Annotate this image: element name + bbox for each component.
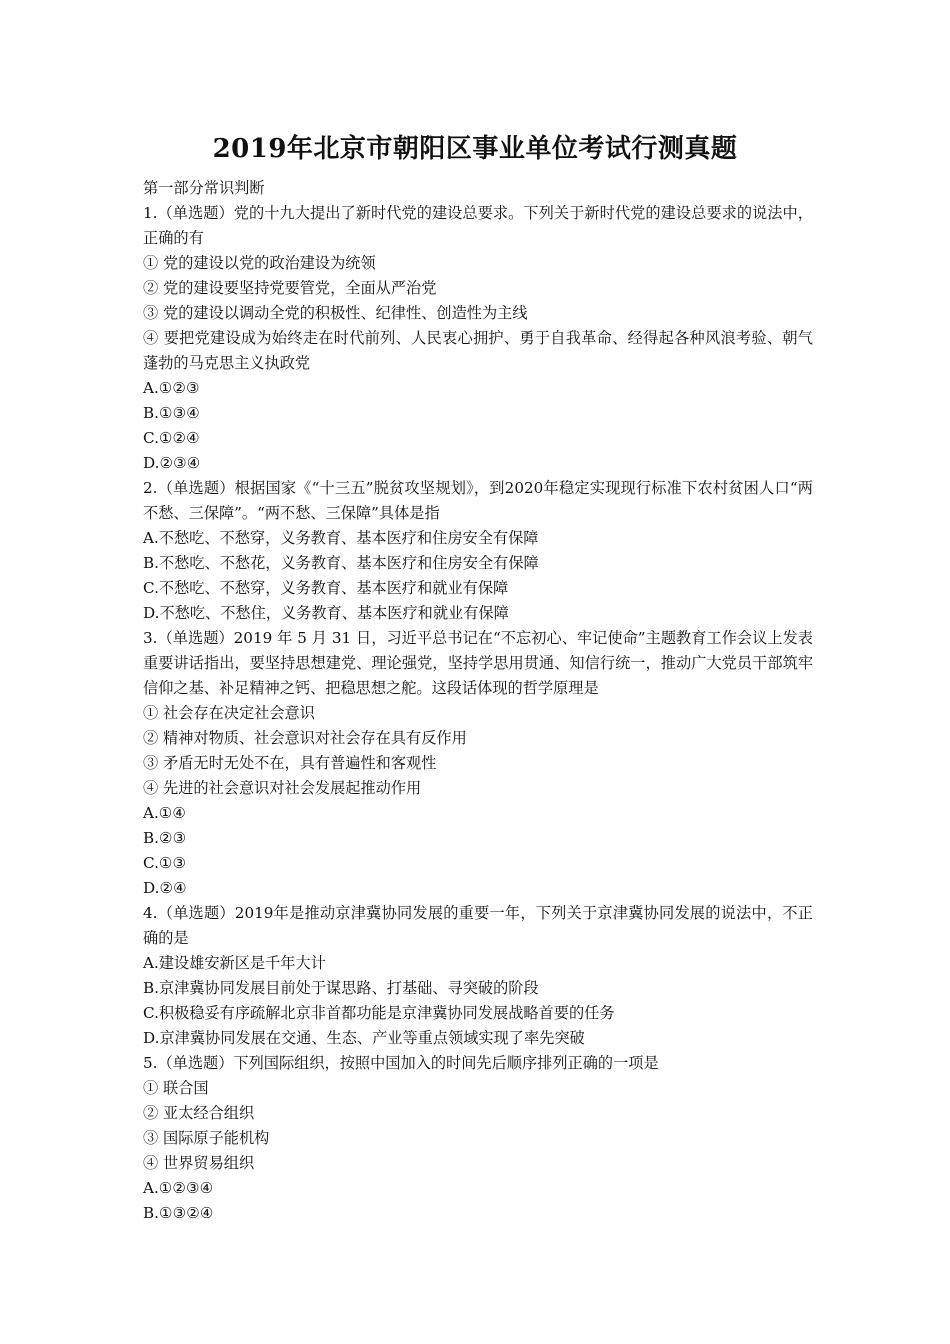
section-heading: 第一部分常识判断 [143, 179, 265, 197]
question-stem: 3.（单选题）2019 年 5 月 31 日，习近平总书记在“不忘初心、牢记使命”主题教育工作会议上发表重要讲话指出，要坚持思想建党、理论强党，坚持学思用贯通、知信行统一，推动广大党员干部筑牢信仰之基、补足精神之钙、把稳思想之舵。这段话体现的哲学原理是 [143, 629, 813, 697]
document-body [143, 176, 813, 1226]
answer-option: D.京津冀协同发展在交通、生态、产业等重点领域实现了率先突破 [143, 1029, 585, 1047]
statement: ④ 世界贸易组织 [143, 1154, 255, 1172]
statement: ① 联合国 [143, 1079, 209, 1097]
answer-option: D.不愁吃、不愁住，义务教育、基本医疗和就业有保障 [143, 604, 509, 622]
question-stem: 1.（单选题）党的十九大提出了新时代党的建设总要求。下列关于新时代党的建设总要求的说法中，正确的有 [143, 204, 813, 247]
statement: ② 党的建设要坚持党要管党，全面从严治党 [143, 279, 437, 297]
answer-option: B.不愁吃、不愁花，义务教育、基本医疗和住房安全有保障 [143, 554, 539, 572]
question-stem: 2.（单选题）根据国家《“十三五”脱贫攻坚规划》，到2020年稳定实现现行标准下农村贫困人口“两不愁、三保障”。“两不愁、三保障”具体是指 [143, 479, 813, 522]
answer-option: D.②③④ [143, 454, 201, 472]
answer-option: B.①③②④ [143, 1204, 214, 1222]
answer-option: A.①②③ [143, 379, 200, 397]
statement: ① 党的建设以党的政治建设为统领 [143, 254, 376, 272]
statement: ① 社会存在决定社会意识 [143, 704, 315, 722]
answer-option: A.建设雄安新区是千年大计 [143, 954, 326, 972]
answer-option: B.京津冀协同发展目前处于谋思路、打基础、寻突破的阶段 [143, 979, 539, 997]
answer-option: B.①③④ [143, 404, 200, 422]
answer-option: A.①②③④ [143, 1179, 214, 1197]
question-stem: 4.（单选题）2019年是推动京津冀协同发展的重要一年，下列关于京津冀协同发展的说法中，不正确的是 [143, 904, 813, 947]
answer-option: C.①③ [143, 854, 187, 872]
answer-option: D.②④ [143, 879, 187, 897]
statement: ② 亚太经合组织 [143, 1104, 255, 1122]
document-title: 2019年北京市朝阳区事业单位考试行测真题 [212, 134, 738, 164]
answer-option: A.①④ [143, 804, 187, 822]
statement: ③ 矛盾无时无处不在，具有普遍性和客观性 [143, 754, 437, 772]
answer-option: C.不愁吃、不愁穿，义务教育、基本医疗和就业有保障 [143, 579, 509, 597]
statement: ④ 先进的社会意识对社会发展起推动作用 [143, 779, 422, 797]
statement: ③ 党的建设以调动全党的积极性、纪律性、创造性为主线 [143, 304, 528, 322]
statement: ④ 要把党建设成为始终走在时代前列、人民衷心拥护、勇于自我革命、经得起各种风浪考验、朝气蓬勃的马克思主义执政党 [143, 329, 813, 372]
question-stem: 5.（单选题）下列国际组织，按照中国加入的时间先后顺序排列正确的一项是 [143, 1054, 659, 1072]
statement: ② 精神对物质、社会意识对社会存在具有反作用 [143, 729, 467, 747]
answer-option: C.①②④ [143, 429, 200, 447]
answer-option: C.积极稳妥有序疏解北京非首都功能是京津冀协同发展战略首要的任务 [143, 1004, 615, 1022]
statement: ③ 国际原子能机构 [143, 1129, 270, 1147]
answer-option: B.②③ [143, 829, 187, 847]
answer-option: A.不愁吃、不愁穿，义务教育、基本医疗和住房安全有保障 [143, 529, 539, 547]
